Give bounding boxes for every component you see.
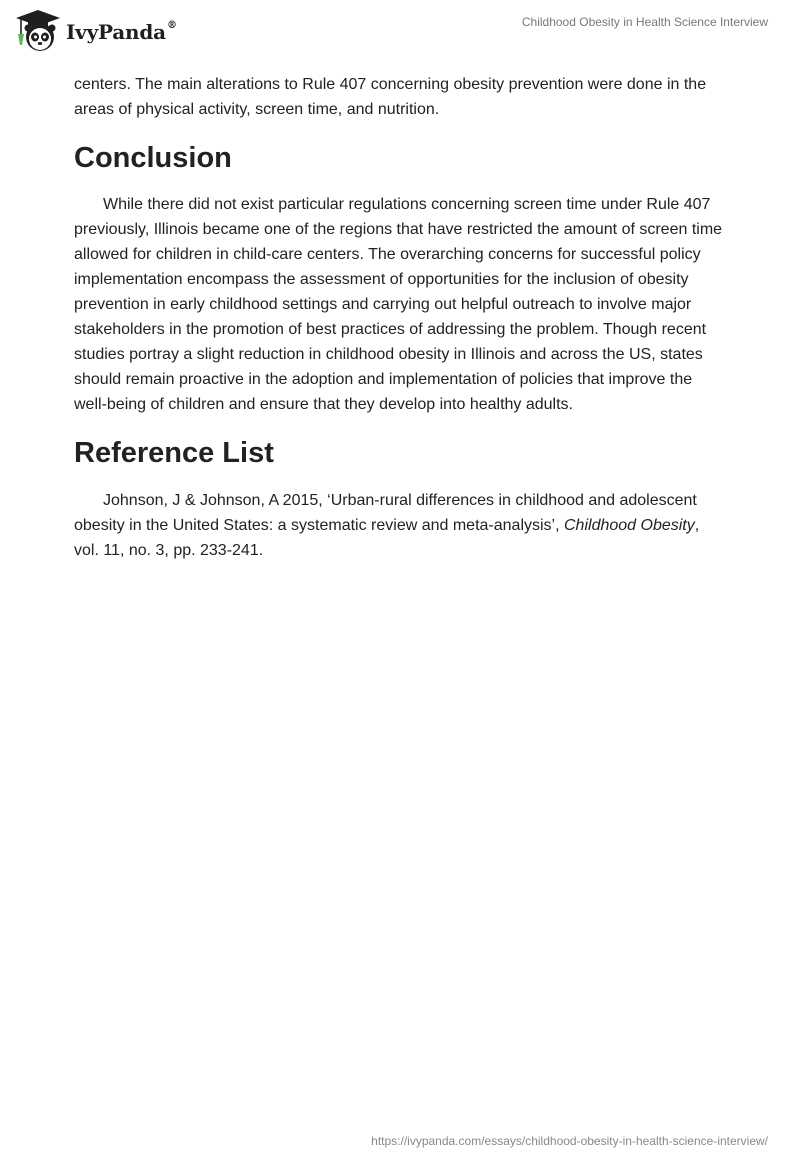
document-body xyxy=(74,72,724,563)
intro-paragraph: centers. The main alterations to Rule 407 concerning obesity prevention were done in the areas of physical activity, screen time, and nutrition. xyxy=(74,76,707,118)
conclusion-heading: Conclusion xyxy=(74,142,232,174)
page-header xyxy=(0,0,800,62)
logo-wordmark: IvyPanda® xyxy=(66,20,177,44)
source-url[interactable]: https://ivypanda.com/essays/childhood-obesity-in-health-science-interview/ xyxy=(371,1134,768,1148)
running-title: Childhood Obesity in Health Science Interview xyxy=(521,15,768,29)
ivypanda-logo[interactable] xyxy=(14,8,177,54)
reference-entry xyxy=(74,488,724,563)
reference-list-heading: Reference List xyxy=(74,437,274,469)
panda-graduate-icon xyxy=(14,8,62,54)
reference-details: , vol. 11, no. 3, pp. 233-241. xyxy=(74,517,700,559)
conclusion-paragraph: While there did not exist particular regulations concerning screen time under Rule 407 previously, Illinois became one of the regions that have restricted the amount of screen time allowed for children in child-care centers. The overarching concerns for successful policy implementation encompass the assessment of opportunities for the inclusion of obesity prevention in early childhood settings and carrying out helpful outreach to involve major stakeholders in the promotion of best practices of addressing the problem. Though recent studies portray a slight reduction in childhood obesity in Illinois and across the US, states should remain proactive in the adoption and implementation of policies that improve the well-being of children and ensure that they develop into healthy adults. xyxy=(74,196,723,413)
reference-journal: Childhood Obesity xyxy=(564,517,695,534)
reference-text: Johnson, J & Johnson, A 2015, ‘Urban-rural differences in childhood and adolescent obesity in the United States: a systematic review and meta-analysis’, xyxy=(74,492,697,534)
